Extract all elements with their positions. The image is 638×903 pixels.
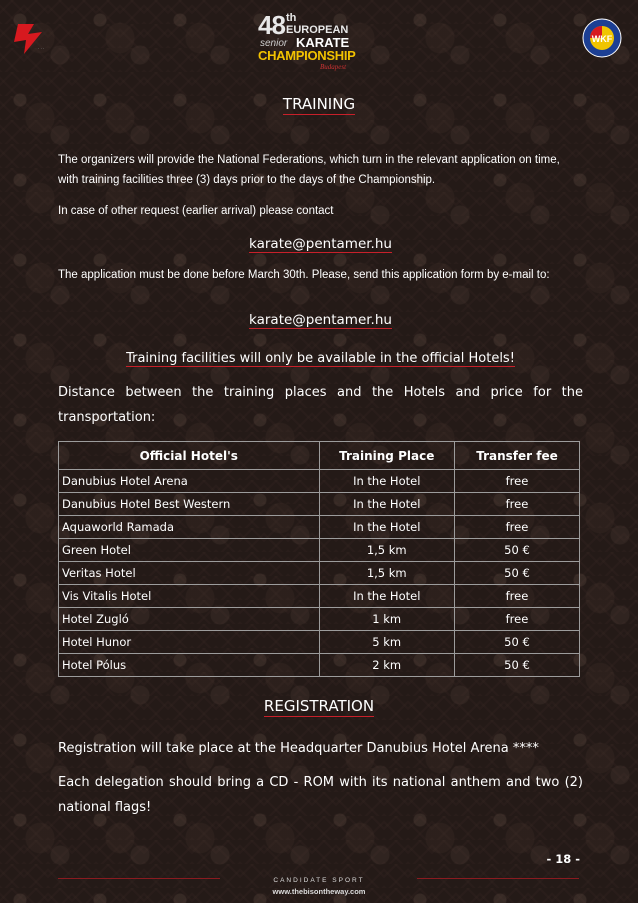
logo-senior: senior — [260, 38, 288, 49]
logo-subtitle: Budapest — [320, 63, 347, 71]
table-row — [59, 631, 580, 654]
transfer-fee-cell: free — [454, 516, 579, 539]
training-place-cell: 1 km — [319, 608, 454, 631]
training-place-cell: In the Hotel — [319, 493, 454, 516]
column-header-transfer-fee: Transfer fee — [454, 442, 579, 470]
logo-championship: CHAMPIONSHIP — [258, 48, 356, 63]
transfer-fee-cell: 50 € — [454, 562, 579, 585]
page-number: - 18 - — [546, 852, 580, 866]
logo-european: EUROPEAN — [286, 24, 349, 36]
registration-paragraph-1: Registration will take place at the Headquarter Danubius Hotel Arena **** — [58, 741, 539, 756]
footer-brand: CANDIDATE SPORT — [273, 877, 365, 884]
footer-divider-right — [417, 878, 579, 879]
contact-email-link-1[interactable]: karate@pentamer.hu — [249, 236, 392, 252]
transfer-fee-cell: free — [454, 608, 579, 631]
registration-heading — [0, 697, 638, 715]
training-place-cell: 5 km — [319, 631, 454, 654]
table-row — [59, 516, 580, 539]
transfer-fee-cell: 50 € — [454, 631, 579, 654]
training-place-cell: 2 km — [319, 654, 454, 677]
hotel-name-cell: Hotel Hunor — [59, 631, 320, 654]
contact-email-2[interactable] — [58, 310, 583, 330]
training-place-cell: In the Hotel — [319, 585, 454, 608]
hotel-name-cell: Veritas Hotel — [59, 562, 320, 585]
registration-title: REGISTRATION — [263, 697, 375, 715]
logo-number: 48 — [258, 10, 285, 40]
training-paragraph-3: The application must be done before March 30th. Please, send this application form by e-mail to: — [58, 269, 550, 281]
hotel-name-cell: Hotel Zugló — [59, 608, 320, 631]
table-row — [59, 608, 580, 631]
contact-email-1[interactable] — [58, 234, 583, 254]
hotel-name-cell: Danubius Hotel Best Western — [59, 493, 320, 516]
logo-ordinal: th — [286, 12, 297, 24]
training-place-cell: In the Hotel — [319, 470, 454, 493]
table-row — [59, 562, 580, 585]
transfer-fee-cell: free — [454, 470, 579, 493]
column-header-training-place: Training Place — [319, 442, 454, 470]
training-place-cell: 1,5 km — [319, 562, 454, 585]
transfer-fee-cell: free — [454, 493, 579, 516]
transfer-fee-cell: 50 € — [454, 539, 579, 562]
hotel-table — [58, 441, 580, 677]
table-row — [59, 585, 580, 608]
training-place-cell: In the Hotel — [319, 516, 454, 539]
hotel-name-cell: Danubius Hotel Arena — [59, 470, 320, 493]
table-row — [59, 493, 580, 516]
hotel-name-cell: Vis Vitalis Hotel — [59, 585, 320, 608]
footer-url[interactable]: www.thebisontheway.com — [272, 887, 366, 896]
training-place-cell: 1,5 km — [319, 539, 454, 562]
table-row — [59, 654, 580, 677]
logo-karate: KARATE — [296, 35, 350, 50]
table-row — [59, 539, 580, 562]
column-header-hotel: Official Hotel's — [59, 442, 320, 470]
training-notice-text: Training facilities will only be available in the official Hotels! — [126, 351, 515, 366]
championship-logo — [256, 8, 376, 72]
footer-divider-left — [58, 878, 220, 879]
registration-paragraph-2: Each delegation should bring a CD - ROM with its national anthem and two (2) national flags! — [58, 775, 583, 815]
training-paragraph-2: In case of other request (earlier arrival) please contact — [58, 205, 334, 217]
wkf-logo-text: WKF — [591, 34, 613, 44]
transfer-fee-cell: free — [454, 585, 579, 608]
hotel-name-cell: Green Hotel — [59, 539, 320, 562]
transfer-fee-cell: 50 € — [454, 654, 579, 677]
hotel-name-cell: Hotel Pólus — [59, 654, 320, 677]
table-header-row — [59, 442, 580, 470]
training-paragraph-1: The organizers will provide the National Federations, which turn in the relevant application on time, with training facilities three (3) days prior to the days of the Championship. — [58, 154, 560, 186]
contact-email-link-2[interactable]: karate@pentamer.hu — [249, 312, 392, 328]
svg-text:· · ·: · · · — [38, 46, 45, 51]
table-row — [59, 470, 580, 493]
hotel-name-cell: Aquaworld Ramada — [59, 516, 320, 539]
training-heading — [0, 95, 638, 113]
federation-logo-icon — [12, 22, 52, 56]
training-title: TRAINING — [282, 95, 356, 113]
distance-intro: Distance between the training places and the Hotels and price for the transportation: — [58, 385, 583, 425]
training-notice — [58, 346, 583, 371]
wkf-logo-icon — [582, 18, 622, 58]
